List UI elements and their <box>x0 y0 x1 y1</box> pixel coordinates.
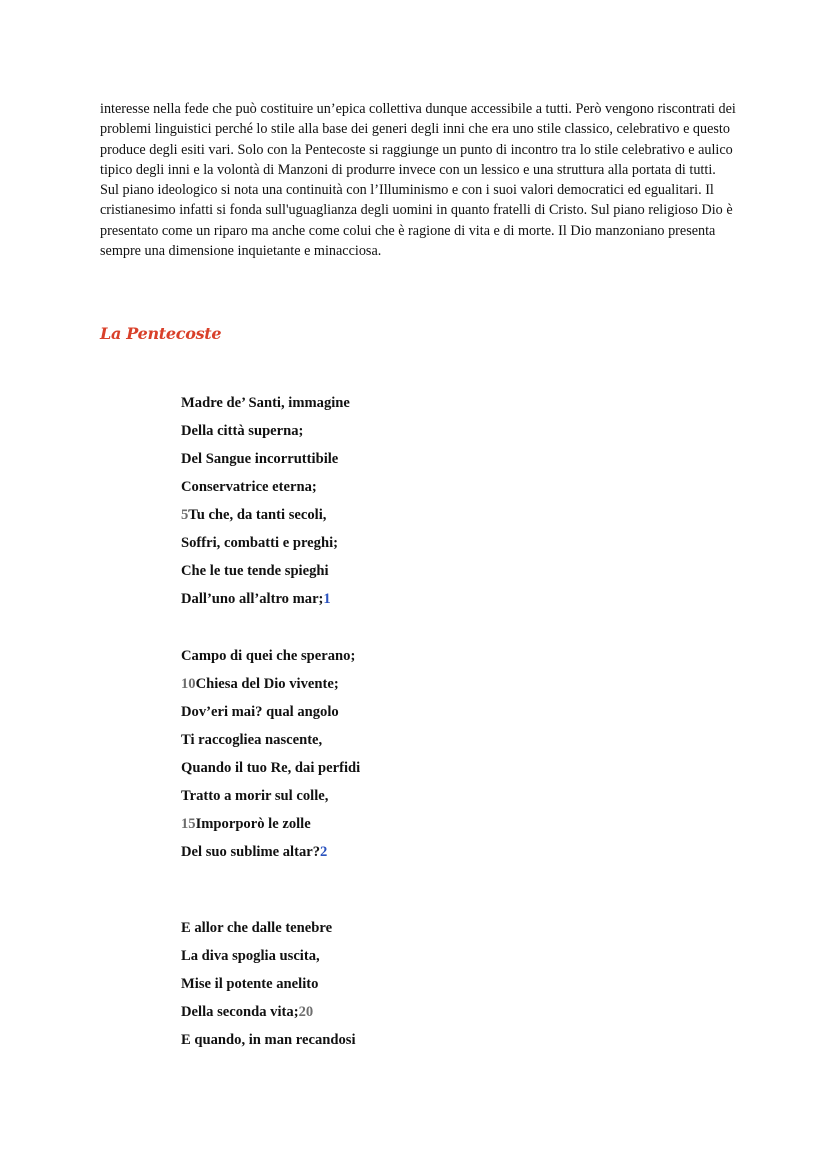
stanza-1 <box>181 389 350 613</box>
verse-line <box>181 914 356 942</box>
verse-line <box>181 670 360 698</box>
verse-line <box>181 529 350 557</box>
verse-text: Conservatrice eterna; <box>181 479 317 495</box>
verse-line <box>181 970 356 998</box>
paragraph: Sul piano ideologico si nota una continuità con l’Illuminismo e con i suoi valori democratici ed egualitari. Il cristianesimo infatti si fonda sull'uguaglianza degli uomini in quanto fratelli di Cristo. Sul piano religioso Dio è presentato come un riparo ma anche come colui che è ragione di vita e di morte. Il Dio manzoniano presenta sempre una dimensione inquietante e minacciosa. <box>100 182 733 260</box>
verse-line <box>181 1026 356 1054</box>
verse-line <box>181 557 350 585</box>
verse-line <box>181 389 350 417</box>
verse-text: Campo di quei che sperano; <box>181 648 356 664</box>
verse-line <box>181 417 350 445</box>
verse-text: Soffri, combatti e preghi; <box>181 535 338 551</box>
footnote-ref[interactable]: 1 <box>323 591 331 607</box>
verse-text: Imporporò le zolle <box>195 816 311 832</box>
verse-text: Dov’eri mai? qual angolo <box>181 704 339 720</box>
verse-text: E quando, in man recandosi <box>181 1032 356 1048</box>
line-number: 20 <box>298 1004 314 1020</box>
verse-line <box>181 726 360 754</box>
verse-line <box>181 838 360 866</box>
verse-text: Dall’uno all’altro mar; <box>181 591 324 607</box>
verse-text: Della città superna; <box>181 423 304 439</box>
verse-line <box>181 642 360 670</box>
verse-text: Chiesa del Dio vivente; <box>195 676 339 692</box>
verse-text: Tratto a morir sul colle, <box>181 788 329 804</box>
verse-text: E allor che dalle tenebre <box>181 920 333 936</box>
verse-text: Quando il tuo Re, dai perfidi <box>181 760 361 776</box>
stanza-2 <box>181 642 360 866</box>
verse-line <box>181 782 360 810</box>
verse-text: Della seconda vita; <box>181 1004 299 1020</box>
prose-block <box>100 99 750 261</box>
verse-text: Mise il potente anelito <box>181 976 319 992</box>
verse-line <box>181 501 350 529</box>
verse-line <box>181 942 356 970</box>
verse-text: La diva spoglia uscita, <box>181 948 320 964</box>
verse-text: Del Sangue incorruttibile <box>181 451 339 467</box>
verse-line <box>181 585 350 613</box>
verse-line <box>181 445 350 473</box>
verse-text: Del suo sublime altar? <box>181 844 321 860</box>
verse-text: Che le tue tende spieghi <box>181 563 329 579</box>
verse-text: Tu che, da tanti secoli, <box>188 507 327 523</box>
section-heading: La Pentecoste <box>100 324 222 343</box>
line-number: 10 <box>181 676 196 692</box>
line-number: 5 <box>181 507 189 523</box>
verse-text: Madre de’ Santi, immagine <box>181 395 350 411</box>
verse-line <box>181 998 356 1026</box>
paragraph: interesse nella fede che può costituire un’epica collettiva dunque accessibile a tutti. Però vengono riscontrati dei problemi linguistici perché lo stile alla base dei generi degli inni che era uno stile classico, celebrativo e questo produce degli esiti vari. Solo con la Pentecoste si raggiunge un punto di incontro tra lo stile celebrativo e aulico tipico degli inni e la volontà di Manzoni di produrre invece con un lessico e una struttura alla portata di tutti. <box>100 101 736 178</box>
footnote-ref[interactable]: 2 <box>320 844 328 860</box>
verse-line <box>181 810 360 838</box>
line-number: 15 <box>181 816 196 832</box>
verse-text: Ti raccogliea nascente, <box>181 732 323 748</box>
verse-line <box>181 698 360 726</box>
verse-line <box>181 754 360 782</box>
stanza-3 <box>181 914 356 1054</box>
verse-line <box>181 473 350 501</box>
